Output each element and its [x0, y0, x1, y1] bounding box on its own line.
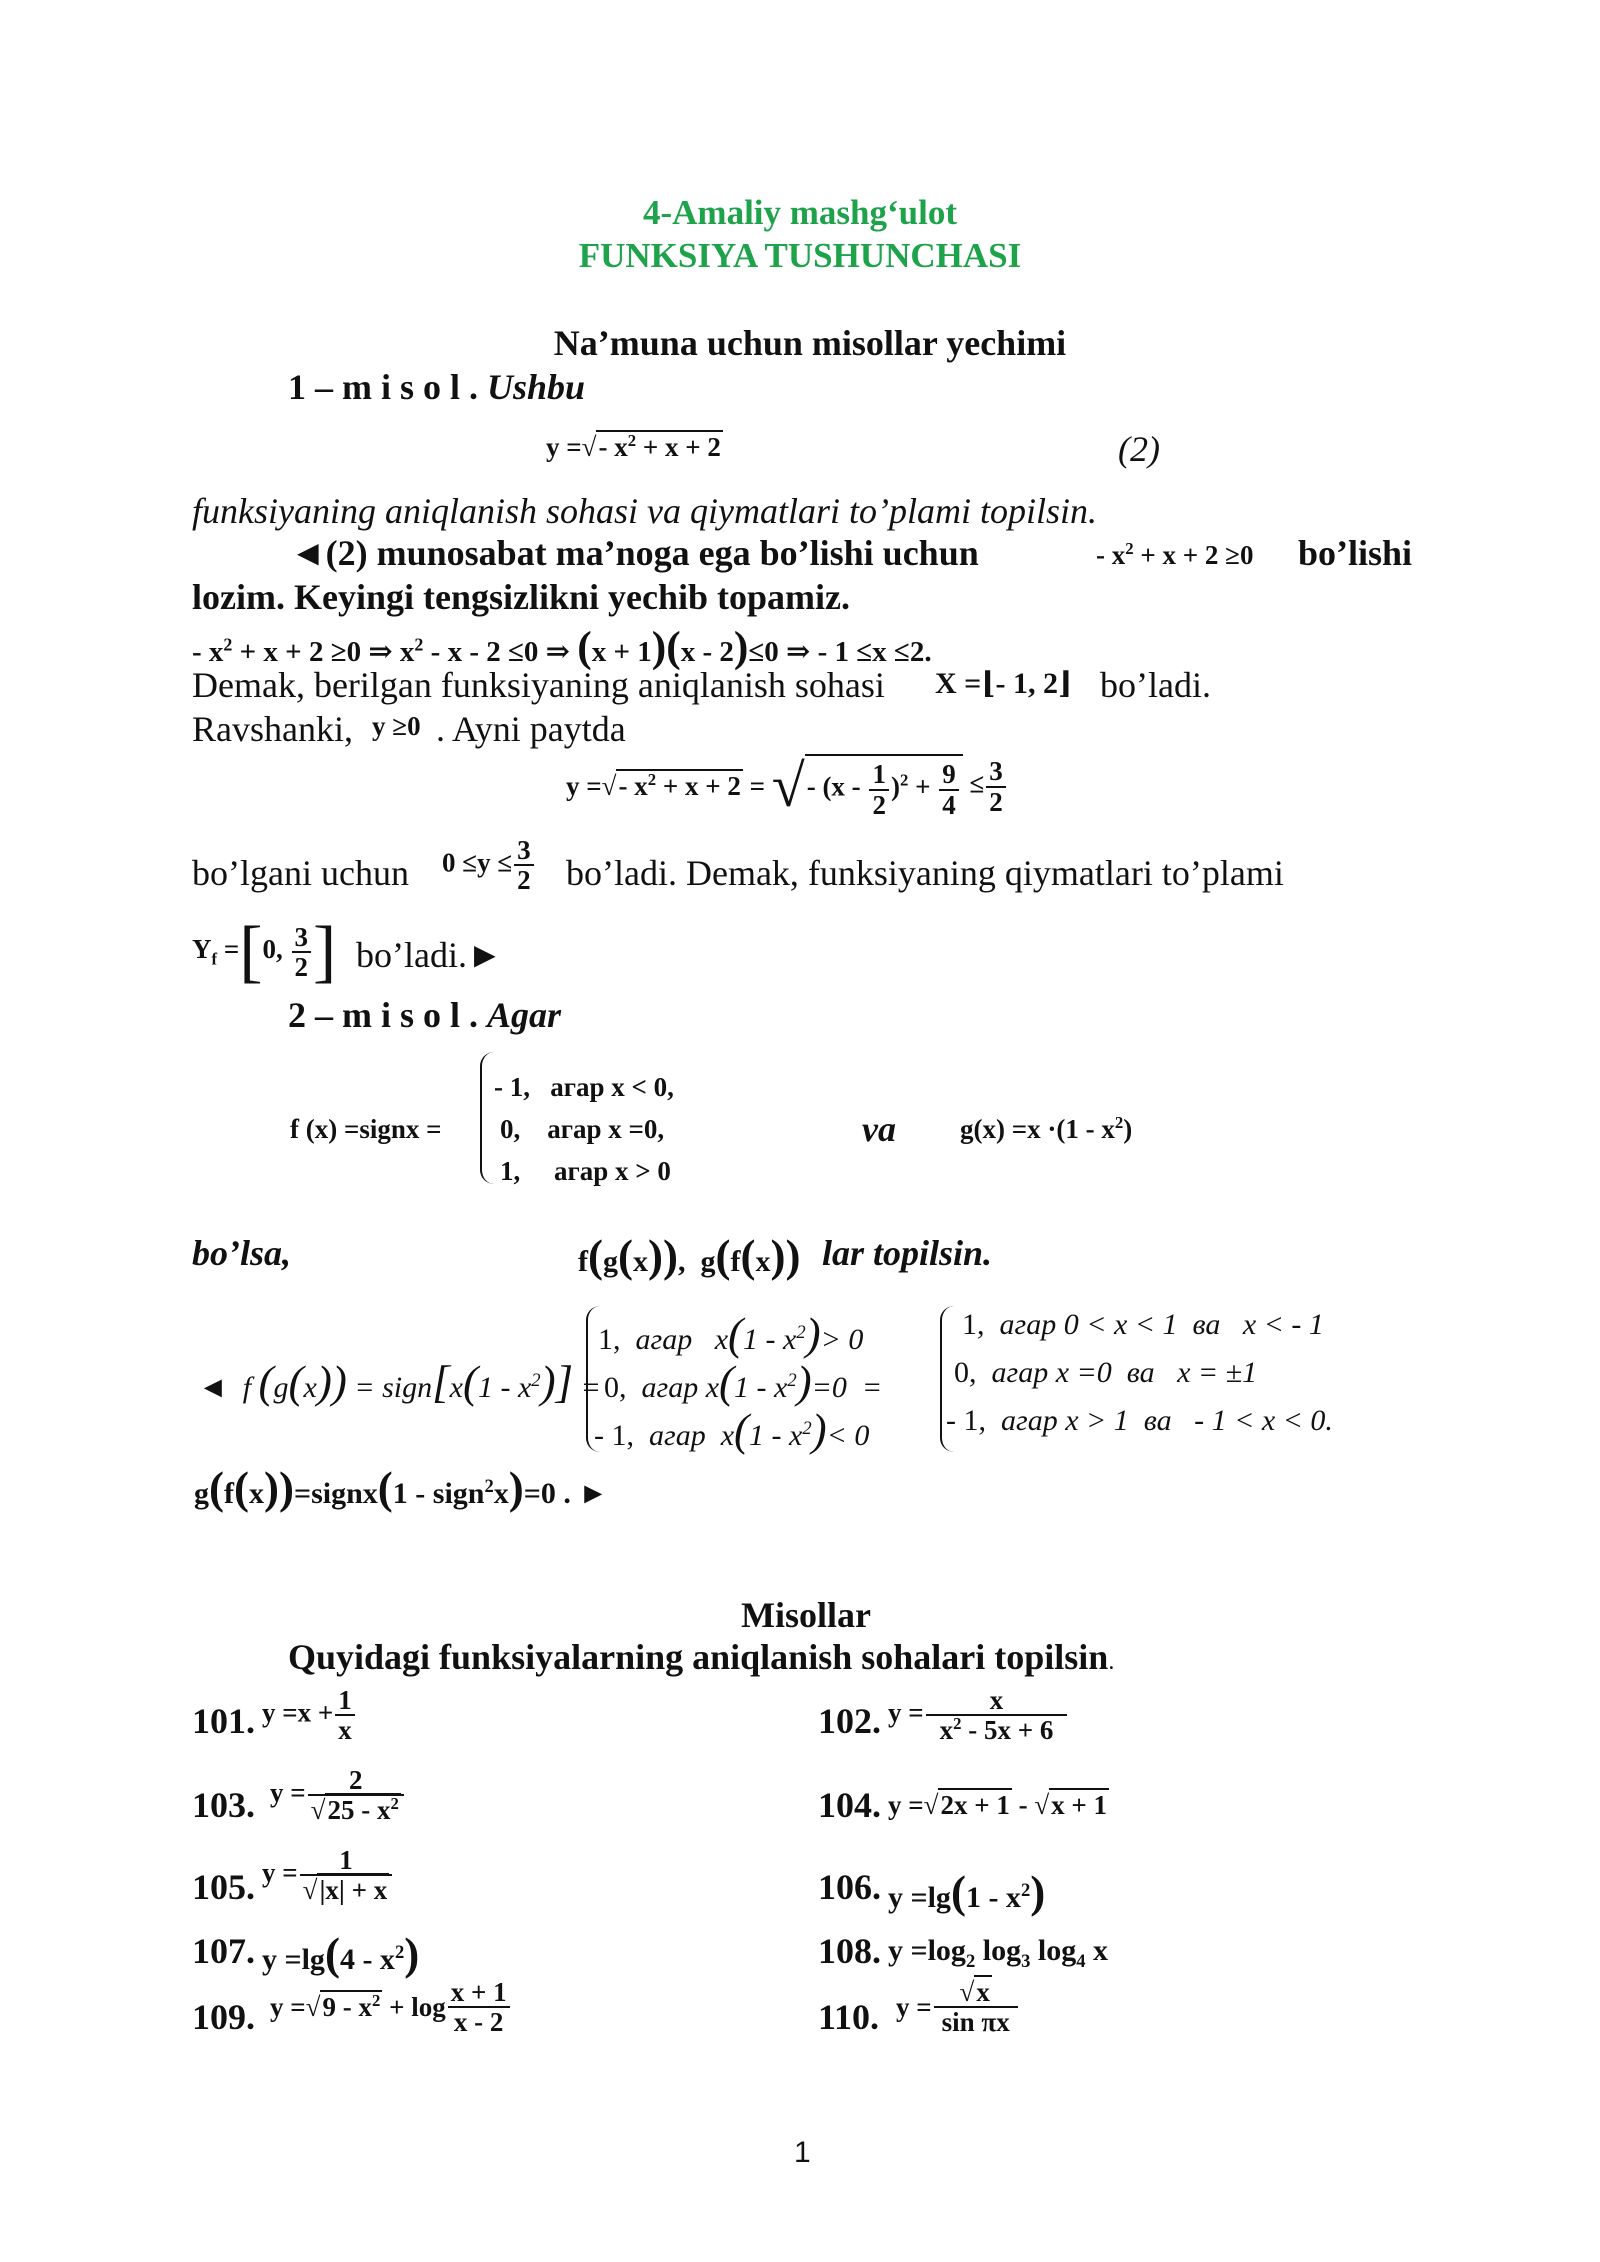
exercise-number-102: 102. — [818, 1701, 881, 1741]
exercises-subheading: Quyidagi funksiyalarning aniqlanish sohalari topilsin. — [288, 1637, 1115, 1677]
fgx-case2-2: 0, агар x =0 ва x = ±1 — [954, 1356, 1258, 1389]
exercise-number-108: 108. — [818, 1931, 881, 1971]
range-set: $Y_f =[0$, $\frac{3}{2}$ ] — [192, 913, 337, 990]
domain-text: Demak, berilgan funksiyaning aniqlanish sohasi — [192, 665, 885, 705]
exercise-number-110: 110. — [818, 1997, 880, 2037]
exercise-number-105: 105. — [192, 1867, 255, 1907]
exercise-108-formula: $y =\log_2$ $\log_3 \log_4 x$ — [888, 1934, 1109, 1972]
va-text: va — [862, 1109, 896, 1149]
compositions: f(g(x)), g(f(x)) — [578, 1231, 801, 1281]
fgx-case1-2: 0, агар $x(1 - x^2)=0$ = — [604, 1357, 883, 1407]
domain-tail: bo’ladi. — [1100, 665, 1211, 705]
solution-line2: lozim. Keyingi tengsizlikni yechib topamiz. — [192, 577, 850, 617]
bolsa-text: bo’lsa, — [192, 1233, 291, 1273]
task-text: funksiyaning aniqlanish sohasi va qiymatlari to’plami topilsin. — [192, 491, 1097, 531]
exercise-107-formula: $y =\lg(4 - x^2)$ — [262, 1929, 420, 1979]
exercise-103-formula: y = $\frac{2}{√25 - x^2}$ — [270, 1766, 406, 1825]
solution-start: ◄(2) munosabat ma’noga ega bo’lishi uchun — [290, 533, 979, 573]
exercise-number-101: 101. — [192, 1701, 255, 1741]
lesson-title: 4-Amaliy mashg‘ulot — [642, 193, 958, 232]
fgx-left: ◄ f (g(x)) = sign[x(1 - $x^2$)] = — [198, 1357, 601, 1407]
inequality-condition: - $x^2 + x + 2 \ge 0$ — [1096, 539, 1254, 570]
exercise-number-106: 106. — [818, 1867, 881, 1907]
exercise-101-formula: y =x + $\frac{1}{x}$ — [262, 1686, 357, 1745]
exercise-number-103: 103. — [192, 1785, 255, 1825]
domain-set: X =⌊- 1, 2⌋ — [935, 667, 1073, 700]
gfx-result: g(f(x))=signx(1 - sign$^2$x)=0 . ► — [194, 1463, 609, 1513]
example2-label: 2 – m i s o l . Agar — [288, 995, 562, 1035]
fgx-case1-1: 1, агар $x(1 - x^2)> 0$ — [598, 1309, 864, 1359]
exercises-heading: Misollar — [741, 1595, 871, 1635]
range-tail: bo’ladi.► — [356, 935, 503, 975]
exercise-102-formula: y = $\frac{x}{x^2 - 5x + 6}$ — [888, 1686, 1069, 1745]
g-definition: $g(x) =x \cdot(1 - x^2)$ — [960, 1113, 1133, 1144]
exercise-109-formula: $y =√9 - x^2 + \log$ $\frac{x + 1}{x - 2}$ — [270, 1978, 512, 2037]
signx-case-2: 0, агар x =0, — [500, 1114, 665, 1144]
samples-heading: Na’muna uchun misollar yechimi — [553, 323, 1067, 363]
exercise-110-formula: y = $\frac{√x}{\text{sin πx}}$ — [896, 1978, 1020, 2037]
fgx-case2-3: - 1, агар x > 1 ва - 1 < x < 0. — [946, 1404, 1333, 1437]
signx-case-3: 1, агар x > 0 — [500, 1156, 671, 1186]
find-tail: lar topilsin. — [822, 1233, 993, 1273]
range-text: bo’ladi. Demak, funksiyaning qiymatlari to’plami — [566, 853, 1284, 893]
exercise-number-107: 107. — [192, 1931, 255, 1971]
signx-case-1: - 1, агар x < 0, — [494, 1072, 674, 1102]
inequality-chain: - $x^2 + x + 2 \ge 0$ ⇒ $x^2 - x - 2 \le 0$ ⇒ (x + 1)(x - 2)≤0 ⇒ - 1 ≤x ≤2. — [192, 623, 932, 671]
y-nonneg: y ≥0 — [372, 711, 421, 741]
exercise-number-104: 104. — [818, 1785, 881, 1825]
equation-2: y =√- $x^2 + x + 2$ — [546, 431, 721, 462]
example1-label: 1 – m i s o l . Ushbu — [288, 367, 586, 407]
solution-end: bo’lishi — [1298, 533, 1413, 573]
exercise-number-109: 109. — [192, 1997, 255, 2037]
clearly-text: Ravshanki, — [192, 709, 353, 749]
signx-definition-left: f (x) =signx = — [290, 1114, 442, 1144]
meanwhile-text: . Ayni paytda — [436, 709, 626, 749]
range-inequality: 0 ≤y ≤ $\frac{3}{2}$ — [442, 836, 536, 895]
fgx-case2-1: 1, агар 0 < x < 1 ва x < - 1 — [962, 1308, 1324, 1341]
because-text: bo’lgani uchun — [192, 853, 409, 893]
exercise-106-formula: $y =\lg(1 - x^2)$ — [888, 1867, 1046, 1917]
fgx-case1-3: - 1, агар $x(1 - x^2)< 0$ — [594, 1405, 870, 1455]
page-number: 1 — [794, 2136, 811, 2169]
topic-title: FUNKSIYA TUSHUNCHASI — [578, 236, 1022, 275]
exercise-105-formula: y = $\frac{1}{√|x| + x}$ — [262, 1846, 394, 1905]
equation-number: (2) — [1118, 429, 1160, 469]
exercise-104-formula: y =√2x + 1 - √x + 1 — [888, 1790, 1108, 1820]
range-derivation: y =√- $x^2 + x + 2$ = √- (x - $\frac{1}{2}$ )$^2$ + $\frac{9}{4}$ ≤ $\frac{3}{2}$ — [566, 752, 1008, 821]
